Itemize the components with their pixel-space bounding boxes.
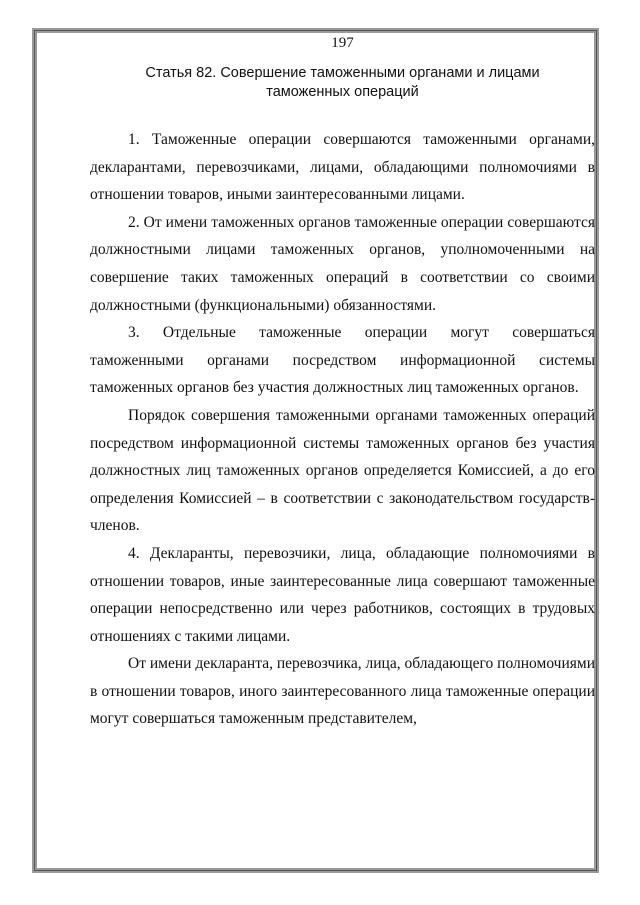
page-number: 197 xyxy=(331,35,354,51)
paragraph-3: 3. Отдельные таможенные операции могут совершаться таможенными органами посредством информационной системы таможенных органов без участия должностных лиц таможенных органов. xyxy=(90,324,595,397)
paragraph-1: 1. Таможенные операции совершаются таможенными органами, декларантами, перевозчиками, лицами, обладающими полномочиями в отношении товаров, иными заинтересованными лицами. xyxy=(90,131,595,204)
paragraph-2: 2. От имени таможенных органов таможенные операции совершаются должностными лицами таможенных органов, уполномоченными на совершение таких таможенных операций в соответствии со своими должностными (функциональными) обязанностями. xyxy=(90,213,595,314)
paragraph-6: От имени декларанта, перевозчика, лица, обладающего полномочиями в отношении товаров, иного заинтересованного лица таможенные операции могут совершаться таможенным представителем, xyxy=(90,655,595,728)
article-title: Статья 82. Совершение таможенными органами и лицами таможенных операций xyxy=(145,65,540,100)
document-page xyxy=(90,34,595,733)
paragraph-5: 4. Декларанты, перевозчики, лица, обладающие полномочиями в отношении товаров, иные заинтересованные лица совершают таможенные операции непосредственно или через работников, состоящих в трудовых отношениях с такими лицами. xyxy=(90,544,595,645)
paragraph-4: Порядок совершения таможенными органами таможенных операций посредством информационной системы таможенных органов без участия должностных лиц таможенных органов определяется Комиссией, а до его определения Комиссией – в соответствии с законодательством государств-членов. xyxy=(90,406,595,535)
